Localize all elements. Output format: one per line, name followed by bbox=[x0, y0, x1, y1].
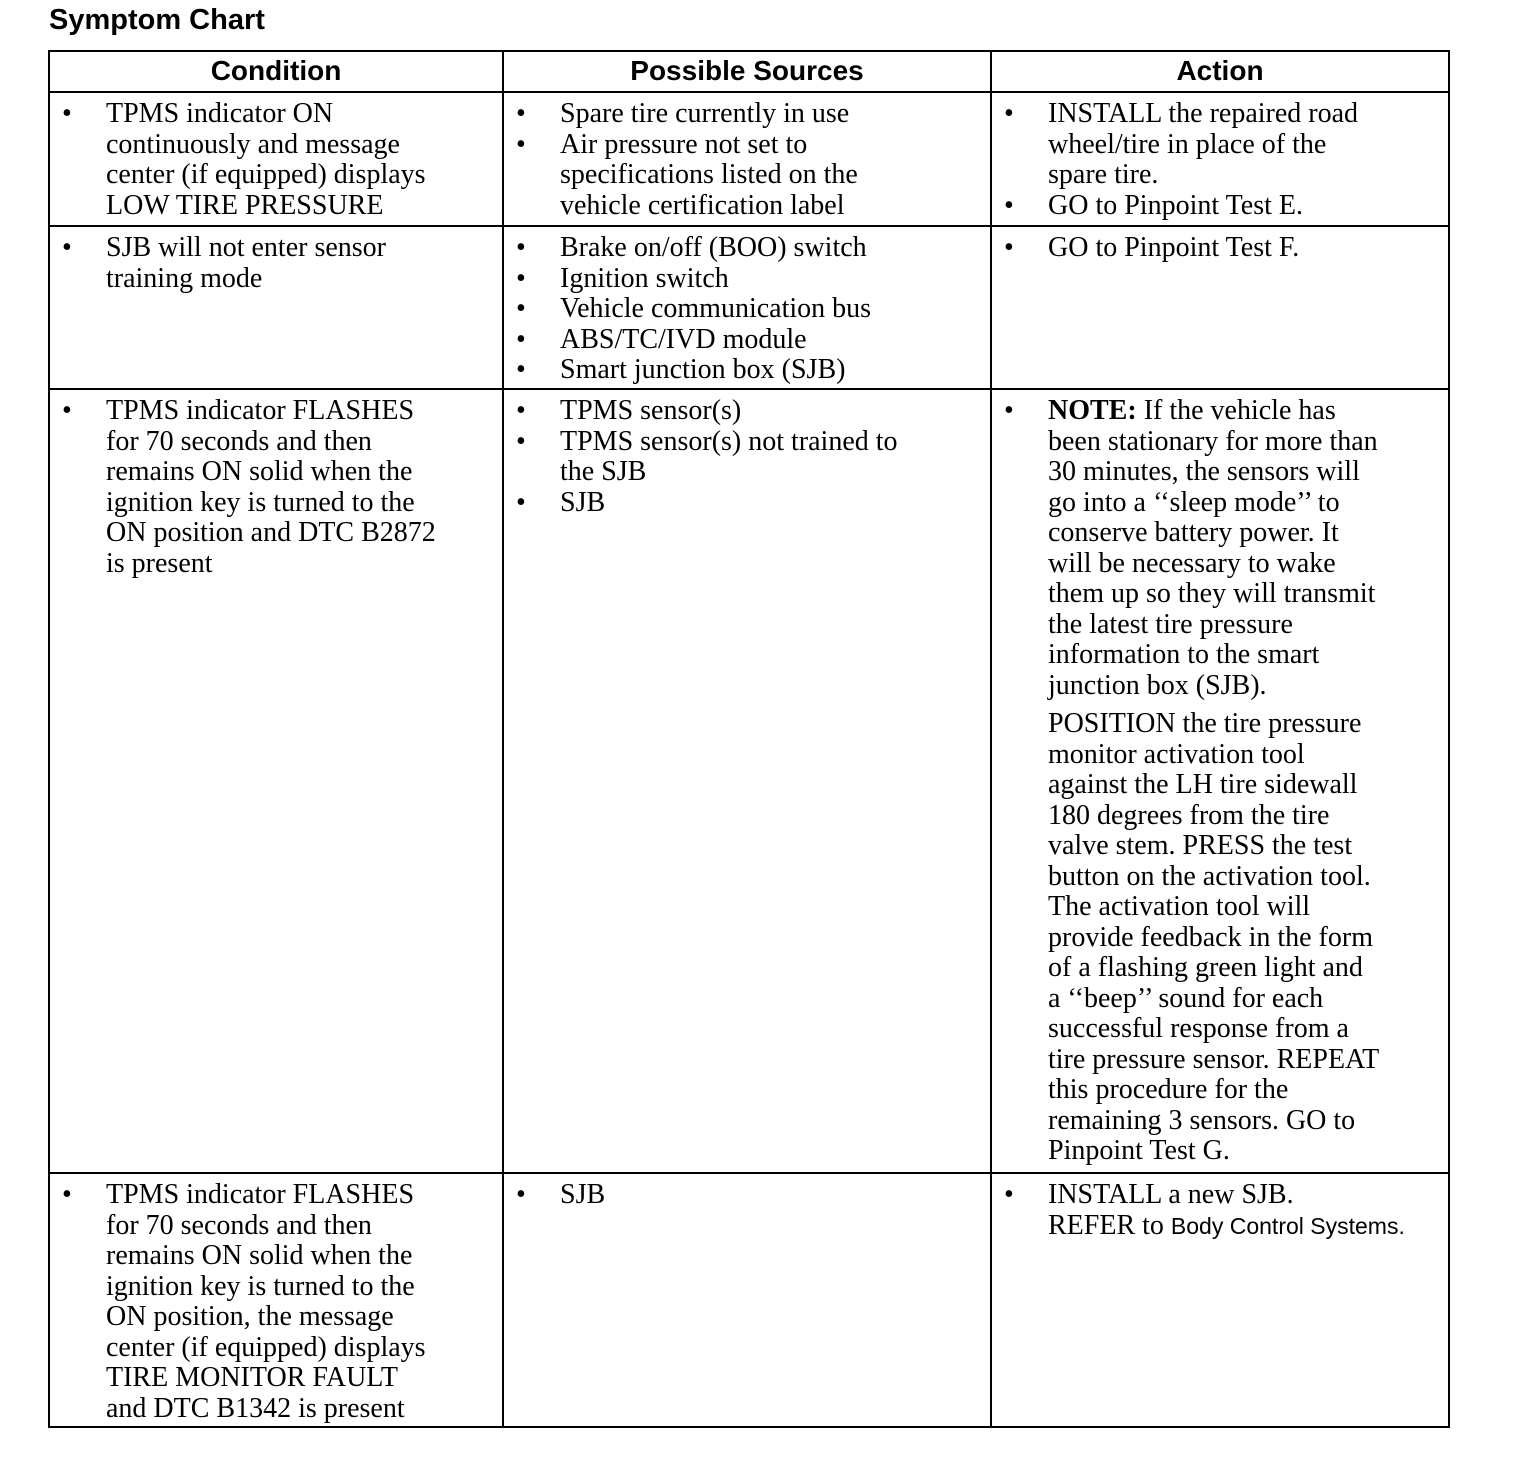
source-text: TPMS sensor(s) bbox=[560, 395, 742, 426]
list-item bbox=[50, 1180, 492, 1424]
bullet-icon: • bbox=[516, 98, 526, 129]
list-item bbox=[504, 396, 980, 427]
list-item bbox=[504, 1180, 980, 1211]
bullet-icon: • bbox=[62, 395, 72, 426]
list-item bbox=[504, 294, 980, 325]
action-prefix: INSTALL a new SJB. REFER to bbox=[1048, 1179, 1294, 1241]
list-item bbox=[504, 325, 980, 356]
sources-cell bbox=[503, 1173, 991, 1427]
source-text: Spare tire currently in use bbox=[560, 98, 850, 129]
condition-cell bbox=[49, 226, 503, 389]
bullet-icon: • bbox=[1004, 232, 1014, 263]
bullet-icon: • bbox=[516, 425, 526, 457]
table-row bbox=[49, 389, 1449, 1173]
list-item bbox=[504, 130, 980, 222]
bullet-icon: • bbox=[1004, 395, 1014, 426]
refer-link[interactable]: Body Control Systems. bbox=[1170, 1212, 1405, 1239]
action-text: GO to Pinpoint Test F. bbox=[1048, 232, 1300, 263]
source-text: SJB bbox=[560, 1179, 606, 1210]
bullet-icon: • bbox=[516, 395, 526, 426]
note-label: NOTE: bbox=[1048, 395, 1137, 426]
table-row bbox=[49, 1173, 1449, 1427]
symptom-chart-table bbox=[48, 50, 1450, 1428]
bullet-icon: • bbox=[62, 232, 72, 263]
bullet-icon: • bbox=[1004, 1179, 1014, 1210]
sources-cell bbox=[503, 226, 991, 389]
bullet-icon: • bbox=[516, 262, 526, 294]
list-item bbox=[992, 99, 1438, 191]
bullet-icon: • bbox=[62, 1179, 72, 1210]
condition-text: TPMS indicator FLASHES for 70 seconds and then remains ON solid when the ignition key is turned to the ON position and DTC B2872 is present bbox=[106, 395, 436, 579]
action-text: INSTALL the repaired road wheel/tire in place of the spare tire. bbox=[1048, 98, 1359, 190]
action-cell bbox=[991, 389, 1449, 1173]
condition-text: TPMS indicator FLASHES for 70 seconds and then remains ON solid when the ignition key is turned to the ON position, the message center (if equipped) displays TIRE MONITOR FAULT and DTC B1342 is present bbox=[106, 1179, 426, 1424]
action-cell bbox=[991, 92, 1449, 226]
source-text: Ignition switch bbox=[560, 262, 729, 294]
source-text: Brake on/off (BOO) switch bbox=[560, 232, 867, 263]
page-title: Symptom Chart bbox=[49, 4, 265, 36]
bullet-icon: • bbox=[516, 354, 526, 385]
bullet-icon: • bbox=[516, 128, 526, 160]
source-text: Smart junction box (SJB) bbox=[560, 354, 846, 385]
table-header-row bbox=[49, 51, 1449, 92]
list-item bbox=[992, 396, 1438, 701]
source-text: TPMS sensor(s) not trained to the SJB bbox=[560, 425, 898, 487]
list-item bbox=[504, 99, 980, 130]
action-paragraph: POSITION the tire pressure monitor activation tool against the LH tire sidewall 180 degrees from the tire valve stem. PRESS the test button on the activation tool. The activation tool will provide feedback in the form of a flashing green light and a ‘‘beep’’ sound for each successful response from a tire pressure sensor. REPEAT this procedure for the remaining 3 sensors. GO to Pinpoint Test G. bbox=[1048, 708, 1380, 1166]
list-item bbox=[504, 355, 980, 386]
action-cell bbox=[991, 1173, 1449, 1427]
column-header-possible-sources: Possible Sources bbox=[503, 51, 991, 92]
list-item bbox=[504, 427, 980, 488]
list-item bbox=[50, 99, 492, 221]
list-item bbox=[504, 488, 980, 519]
bullet-icon: • bbox=[1004, 98, 1014, 129]
list-item bbox=[504, 233, 980, 264]
list-item bbox=[50, 233, 492, 294]
bullet-icon: • bbox=[516, 1179, 526, 1210]
bullet-icon: • bbox=[516, 293, 526, 324]
list-item bbox=[504, 264, 980, 295]
bullet-icon: • bbox=[516, 232, 526, 263]
column-header-condition: Condition bbox=[49, 51, 503, 92]
sources-cell bbox=[503, 389, 991, 1173]
source-text: Vehicle communication bus bbox=[560, 293, 872, 324]
bullet-icon: • bbox=[62, 98, 72, 129]
table-row bbox=[49, 226, 1449, 389]
bullet-icon: • bbox=[516, 323, 526, 355]
bullet-icon: • bbox=[1004, 189, 1014, 221]
condition-text: SJB will not enter sensor training mode bbox=[106, 232, 386, 294]
action-cell bbox=[991, 226, 1449, 389]
action-text: GO to Pinpoint Test E. bbox=[1048, 189, 1303, 221]
condition-text: TPMS indicator ON continuously and message center (if equipped) displays LOW TIRE PRESSURE bbox=[106, 98, 426, 221]
list-item bbox=[992, 191, 1438, 222]
bullet-icon: • bbox=[516, 486, 526, 518]
source-text: Air pressure not set to specifications listed on the vehicle certification label bbox=[560, 128, 858, 221]
column-header-action: Action bbox=[991, 51, 1449, 92]
table-row bbox=[49, 92, 1449, 226]
condition-cell bbox=[49, 1173, 503, 1427]
sources-cell bbox=[503, 92, 991, 226]
note-body: If the vehicle has been stationary for more than 30 minutes, the sensors will go into a ‘‘sleep mode’’ to conserve battery power. It will be necessary to wake them up so they will transmit the latest tire pressure information to the smart junction box (SJB). bbox=[1048, 395, 1378, 701]
condition-cell bbox=[49, 92, 503, 226]
list-item bbox=[992, 1180, 1438, 1241]
list-item bbox=[50, 396, 492, 579]
action-text bbox=[1048, 1179, 1405, 1241]
note-text bbox=[1048, 395, 1378, 701]
source-text: ABS/TC/IVD module bbox=[560, 323, 807, 355]
condition-cell bbox=[49, 389, 503, 1173]
list-item bbox=[992, 233, 1438, 264]
source-text: SJB bbox=[560, 486, 606, 518]
